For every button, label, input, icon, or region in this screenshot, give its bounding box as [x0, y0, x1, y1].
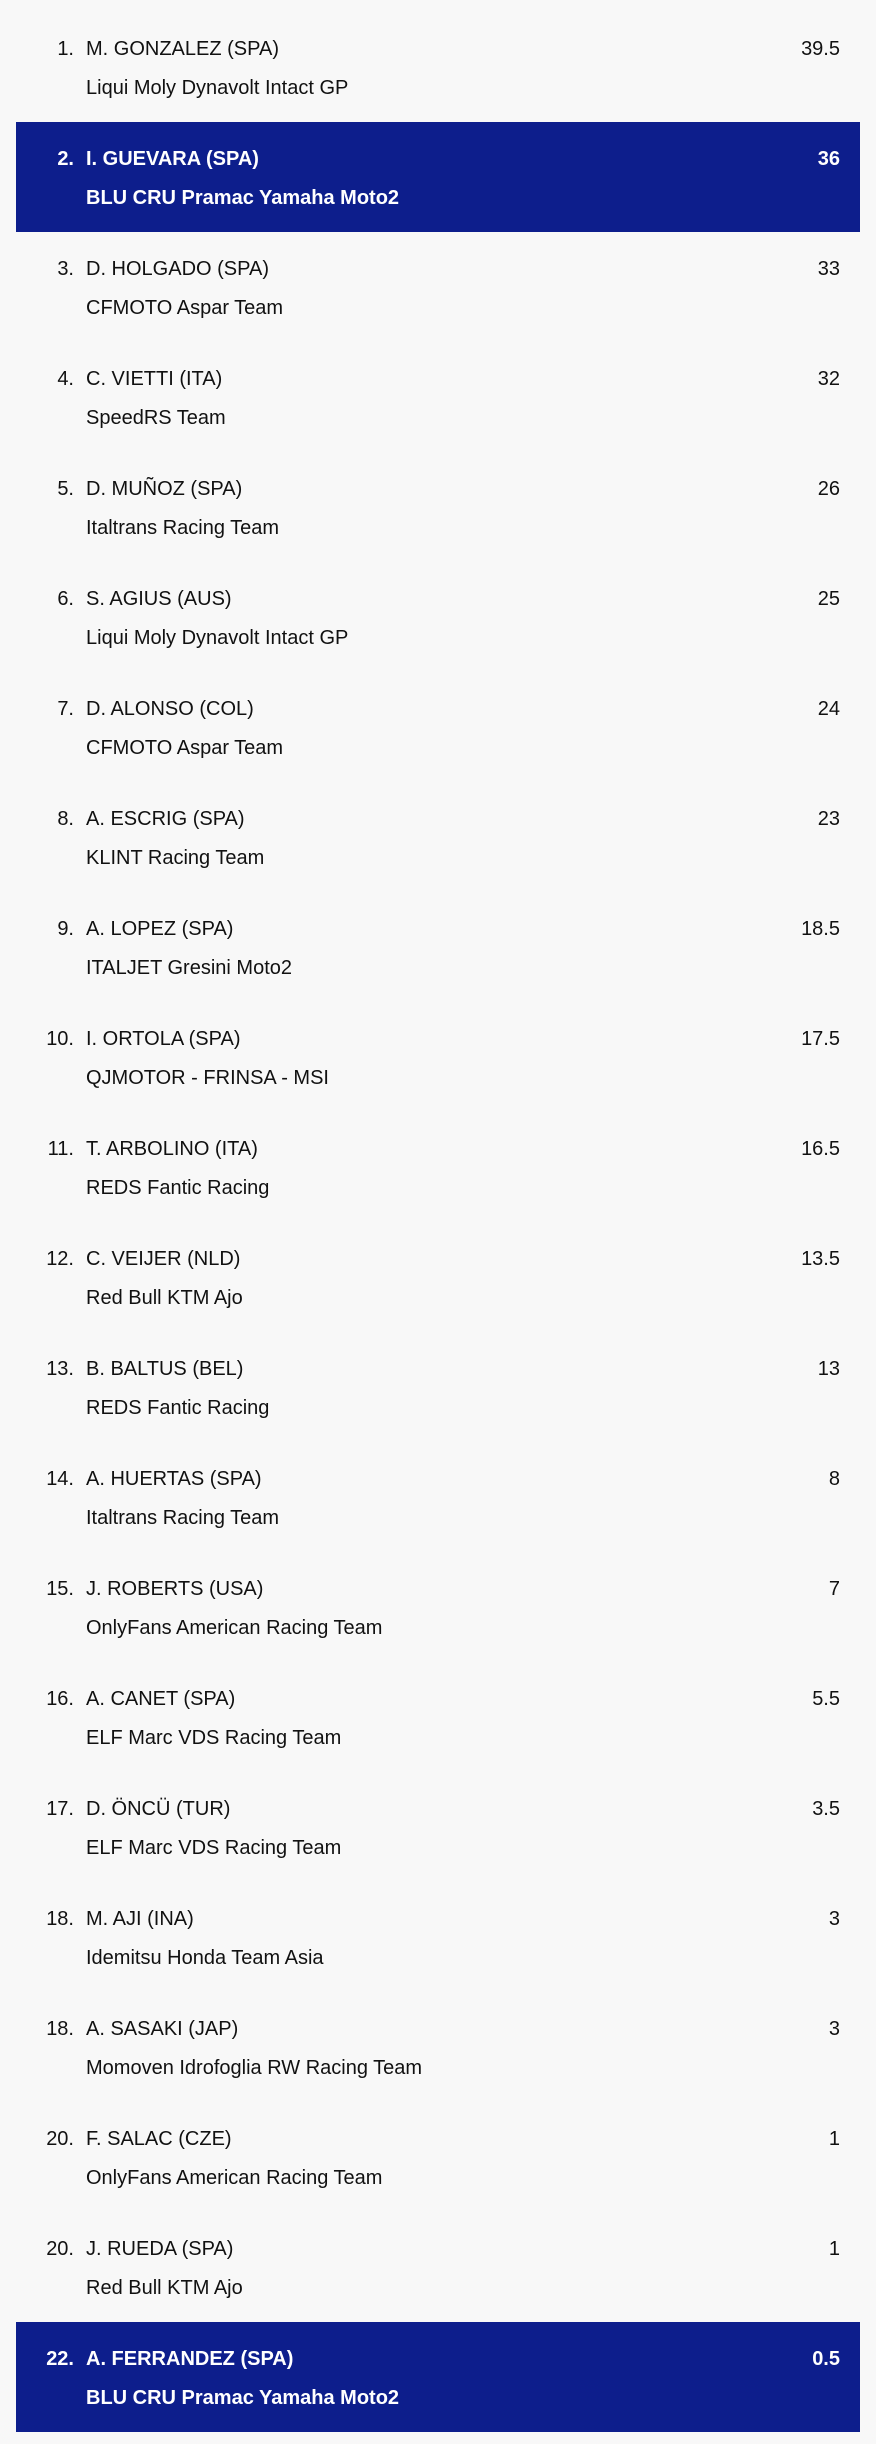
standings-row[interactable]	[16, 232, 860, 342]
rider-name: C. VIETTI (ITA)	[86, 368, 223, 390]
rider-team: REDS Fantic Racing	[86, 1177, 270, 1199]
standings-row[interactable]	[16, 342, 860, 452]
rider-team: Italtrans Racing Team	[86, 1507, 280, 1529]
rider-team: Red Bull KTM Ajo	[86, 1287, 243, 1309]
standings-row[interactable]	[16, 1332, 860, 1442]
rider-name: A. ESCRIG (SPA)	[86, 808, 245, 830]
rider-team: BLU CRU Pramac Yamaha Moto2	[86, 187, 400, 209]
standings-row[interactable]	[16, 562, 860, 672]
rider-points: 1	[828, 2238, 840, 2260]
rider-team: OnlyFans American Racing Team	[86, 2167, 383, 2189]
rider-team: Idemitsu Honda Team Asia	[86, 1947, 324, 1969]
rider-points: 13.5	[801, 1248, 840, 1270]
rider-rank: 20.	[46, 2128, 74, 2150]
rider-name: J. ROBERTS (USA)	[86, 1578, 264, 1600]
rider-rank: 3.	[57, 258, 74, 280]
rider-rank: 7.	[57, 698, 74, 720]
rider-rank: 9.	[57, 918, 74, 940]
rider-team: CFMOTO Aspar Team	[86, 297, 284, 319]
rider-name: A. SASAKI (JAP)	[86, 2018, 239, 2040]
rider-team: OnlyFans American Racing Team	[86, 1617, 383, 1639]
rider-name: S. AGIUS (AUS)	[86, 588, 232, 610]
rider-team: BLU CRU Pramac Yamaha Moto2	[86, 2387, 400, 2409]
standings-row[interactable]	[16, 1442, 860, 1552]
rider-name: D. HOLGADO (SPA)	[86, 258, 269, 280]
rider-points: 0.5	[812, 2348, 840, 2370]
standings-row[interactable]	[16, 122, 860, 232]
rider-rank: 2.	[57, 148, 74, 170]
rider-name: A. CANET (SPA)	[86, 1688, 236, 1710]
rider-points: 26	[817, 478, 840, 500]
rider-points: 25	[817, 588, 840, 610]
standings-row[interactable]	[16, 1552, 860, 1662]
rider-name: M. GONZALEZ (SPA)	[86, 38, 279, 60]
rider-points: 36	[817, 148, 840, 170]
rider-team: Momoven Idrofoglia RW Racing Team	[86, 2057, 423, 2079]
rider-rank: 5.	[57, 478, 74, 500]
rider-rank: 22.	[46, 2348, 74, 2370]
standings-list	[16, 12, 860, 2432]
rider-rank: 11.	[47, 1138, 74, 1160]
rider-points: 18.5	[801, 918, 840, 940]
rider-team: SpeedRS Team	[86, 407, 226, 429]
rider-name: A. FERRANDEZ (SPA)	[86, 2348, 294, 2370]
rider-name: A. HUERTAS (SPA)	[86, 1468, 262, 1490]
rider-team: Liqui Moly Dynavolt Intact GP	[86, 627, 349, 649]
rider-team: ELF Marc VDS Racing Team	[86, 1837, 342, 1859]
rider-name: D. ÖNCÜ (TUR)	[86, 1798, 231, 1820]
rider-points: 3	[828, 2018, 840, 2040]
standings-row[interactable]	[16, 2102, 860, 2212]
rider-points: 7	[828, 1578, 840, 1600]
rider-rank: 4.	[57, 368, 74, 390]
rider-name: B. BALTUS (BEL)	[86, 1358, 244, 1380]
rider-rank: 17.	[46, 1798, 74, 1820]
rider-rank: 1.	[57, 38, 74, 60]
rider-team: CFMOTO Aspar Team	[86, 737, 284, 759]
rider-rank: 18.	[46, 1908, 74, 1930]
rider-team: Liqui Moly Dynavolt Intact GP	[86, 77, 349, 99]
rider-team: QJMOTOR - FRINSA - MSI	[86, 1067, 329, 1089]
rider-points: 3.5	[812, 1798, 840, 1820]
rider-name: D. MUÑOZ (SPA)	[86, 478, 243, 500]
rider-points: 33	[817, 258, 840, 280]
rider-rank: 15.	[46, 1578, 74, 1600]
rider-team: ELF Marc VDS Racing Team	[86, 1727, 342, 1749]
standings-row[interactable]	[16, 2322, 860, 2432]
rider-team: ITALJET Gresini Moto2	[86, 957, 292, 979]
rider-rank: 12.	[46, 1248, 74, 1270]
standings-row[interactable]	[16, 1112, 860, 1222]
rider-name: M. AJI (INA)	[86, 1908, 194, 1930]
rider-name: I. GUEVARA (SPA)	[86, 148, 259, 170]
rider-points: 24	[817, 698, 840, 720]
standings-row[interactable]	[16, 452, 860, 562]
rider-name: D. ALONSO (COL)	[86, 698, 254, 720]
standings-row[interactable]	[16, 1992, 860, 2102]
standings-row[interactable]	[16, 1882, 860, 1992]
rider-points: 8	[828, 1468, 840, 1490]
standings-row[interactable]	[16, 892, 860, 1002]
rider-points: 3	[828, 1908, 840, 1930]
rider-name: J. RUEDA (SPA)	[86, 2238, 234, 2260]
rider-team: Italtrans Racing Team	[86, 517, 280, 539]
rider-rank: 16.	[46, 1688, 74, 1710]
rider-points: 39.5	[801, 38, 840, 60]
rider-rank: 6.	[57, 588, 74, 610]
standings-row[interactable]	[16, 12, 860, 122]
rider-points: 1	[828, 2128, 840, 2150]
standings-row[interactable]	[16, 2212, 860, 2322]
rider-points: 23	[817, 808, 840, 830]
rider-rank: 8.	[57, 808, 74, 830]
standings-row[interactable]	[16, 1002, 860, 1112]
standings-row[interactable]	[16, 1772, 860, 1882]
standings-row[interactable]	[16, 1222, 860, 1332]
rider-rank: 14.	[46, 1468, 74, 1490]
standings-row[interactable]	[16, 672, 860, 782]
rider-team: Red Bull KTM Ajo	[86, 2277, 243, 2299]
rider-team: KLINT Racing Team	[86, 847, 265, 869]
rider-name: C. VEIJER (NLD)	[86, 1248, 241, 1270]
rider-team: REDS Fantic Racing	[86, 1397, 270, 1419]
rider-points: 13	[817, 1358, 840, 1380]
rider-points: 17.5	[801, 1028, 840, 1050]
rider-rank: 20.	[46, 2238, 74, 2260]
standings-row[interactable]	[16, 1662, 860, 1772]
rider-name: I. ORTOLA (SPA)	[86, 1028, 241, 1050]
rider-name: A. LOPEZ (SPA)	[86, 918, 234, 940]
rider-points: 5.5	[812, 1688, 840, 1710]
rider-points: 16.5	[801, 1138, 840, 1160]
rider-rank: 13.	[46, 1358, 74, 1380]
rider-points: 32	[817, 368, 840, 390]
rider-rank: 10.	[46, 1028, 74, 1050]
standings-row[interactable]	[16, 782, 860, 892]
rider-name: F. SALAC (CZE)	[86, 2128, 232, 2150]
rider-name: T. ARBOLINO (ITA)	[86, 1138, 258, 1160]
rider-rank: 18.	[46, 2018, 74, 2040]
